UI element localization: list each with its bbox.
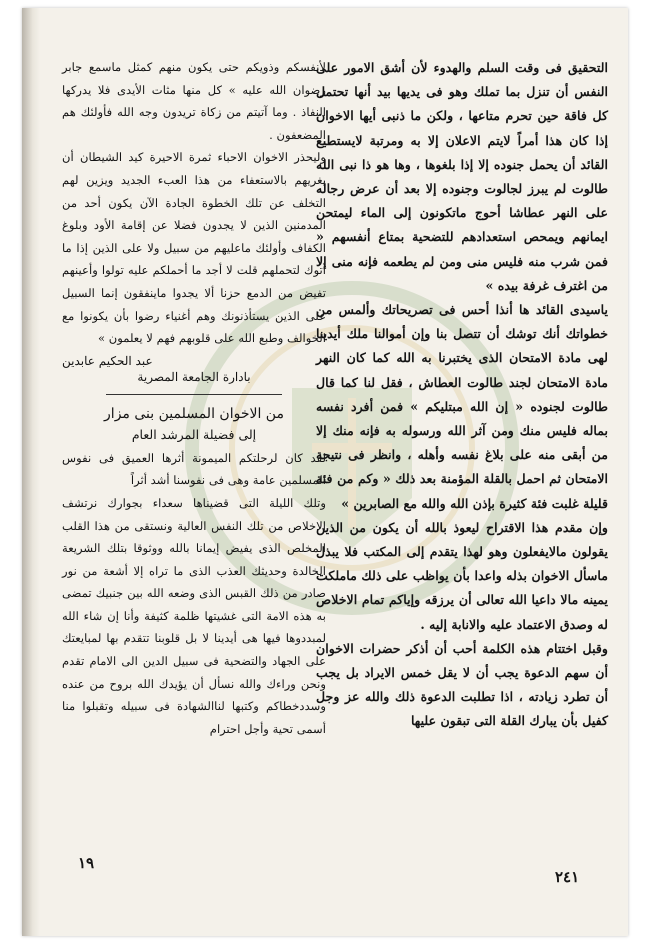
right-column: [316, 56, 608, 734]
left-paragraph: لقد كان لرحلتكم الميمونة أثرها العميق فى نفوس المسلمين عامة وهى فى نفوسنا أشد أثراً: [62, 450, 326, 488]
left-paragraph: وتلك الليلة التى قضيناها سعداء بجوارك نرتشف الاخلاص من تلك النفس العالية ونستقى من هذا القلب المخلص الذى يفيض إيمانا بالله ووثوقا بتلك الشريعة الخالدة وحديثك العذب الذى ما تراه إلا أشعة من نور صادر من ذلك القبس الذى وضعه الله بين جنبيك تمضى به هذه الامة التى غشيتها ظلمة كثيفة وأنا إن شاء الله لمبددوها فيها هى أيدينا لا بل قلوبنا تتقدم بها لمبايعتك على الجهاد والتضحية فى سبيل الدين الى الامام تقدم ونحن وراءك والله نسأل أن يؤيدك الله بروح من عنده وسددخطاكم وكتبها لناالشهادة فى سبيله وتقبلوا منا أسمى تحية وأجل احترام: [62, 495, 326, 736]
section-subheading: إلى فضيلة المرشد العام: [131, 426, 257, 442]
left-column: [62, 56, 326, 740]
right-paragraph: التحقيق فى وقت السلم والهدوء لأن أشق الامور على النفس أن تنزل بما تملك وهو فى يديها بيد أنها تحتمل كل فاقة حين تحرم متاعها ، ولكن ما ذنبى أيها الاخوان إذا كان هذا أمراً لايتم الاعلان إلا به ومرتبة لايستطيع القائد أن يحمل جنوده إلا إذا بلغوها ، وها هو ذا نبى الله طالوت لم يبرز لجالوت وجنوده إلا بعد أن عرض رجاله على النهر عطاشا أحوج ماتكونون إلى الماء ليمتحن ايمانهم ويمحص استعدادهم للتضحية بمتاع أنفسهم « فمن شرب منه فليس منى ومن لم يطعمه فإنه منى إلا من اغترف غرفة بيده »: [316, 60, 608, 293]
section-divider: [106, 394, 282, 395]
right-paragraph: وإن مقدم هذا الاقتراح ليعوذ بالله أن يكون من الذين يقولون مالايفعلون وهو لهذا يتقدم إلى المكتب فلا يبذل ماسأل الاخوان بذله واعدا بأن يواظب على ذلك ماملكت يمينه مالا داعيا الله تعالى أن يرزقه وإياكم تمام الاخلاص له وصدق الاعتماد عليه والانابة إليه .: [316, 519, 608, 632]
signature-name: عبد الحكيم عابدين: [62, 353, 153, 368]
signature-department: بادارة الجامعة المصرية: [137, 369, 251, 384]
right-paragraph: وقبل اختتام هذه الكلمة أحب أن أذكر حضرات الاخوان أن سهم الدعوة يجب أن لا يقل خمس الايراد بل يجب أن تطرد زيادته ، اذا تطلبت الدعوة ذلك والله عز وجل كفيل بأن يبارك القلة التى تبقون عليها: [316, 640, 608, 729]
left-paragraph: لأنفسكم وذويكم حتى يكون منهم كمثل ماسمع جابر رضوان الله عليه » كل منها مثات الأيدى فلا يدركها النفاذ . وما آتيتم من زكاة تريدون وجه الله فأولئك هم المضعفون .: [62, 60, 326, 142]
book-spine-shadow: [22, 8, 40, 936]
left-paragraph: وليحذر الاخوان الاحباء ثمرة الاحيرة كيد الشيطان أن يغريهم بالاستعفاء من هذا العبء الجديد ويزين لهم التخلف عن تلك الخطوة الجادة الآن يكون أحد من المدمنين الذين لا يجدون فضلا عن إقامة الأود وبلوغ الكفاف وأولئك ماعليهم من سبيل ولا على الذين إذا ما أتوك لتحملهم قلت لا أجد ما أحملكم عليه تولوا وأعينهم تفيض من الدمع حزنا ألا يجدوا ماينفقون إنما السبيل على الذين يستأذنونك وهم أغنياء رضوا بأن يكونوا مع الخوالف وطبع الله على قلوبهم فهم لا يعلمون »: [62, 150, 326, 346]
scanned-page: [22, 8, 628, 936]
right-paragraph: ياسيدى القائد ها أنذا أحس فى تصريحاتك وألمس من خطواتك أنك توشك أن تتصل بنا وإن أموالنا ملك أيدينا لهى مادة الامتحان الذى يختبرنا به الله كما كان النهر مادة الامتحان لجند طالوت العطاش ، فقل لنا كما قال طالوت لجنوده « إن الله مبتليكم » فمن أفرد نفسه بماله فليس منك ومن آثر الله ورسوله به فإنه منك إلا من أبقى منه على بلاغ نفسه وأهله ، وانظر فى نتيجة الامتحان ثم احمل بالقلة المؤمنة بعد ذلك « وكم من فئة قليلة غلبت فئة كثيرة بإذن الله والله مع الصابرين »: [316, 302, 608, 511]
section-heading: من الاخوان المسلمين بنى مزار: [104, 405, 284, 422]
page-number-left: ١٩: [78, 854, 95, 872]
page-number-right: ٢٤١: [555, 868, 580, 886]
